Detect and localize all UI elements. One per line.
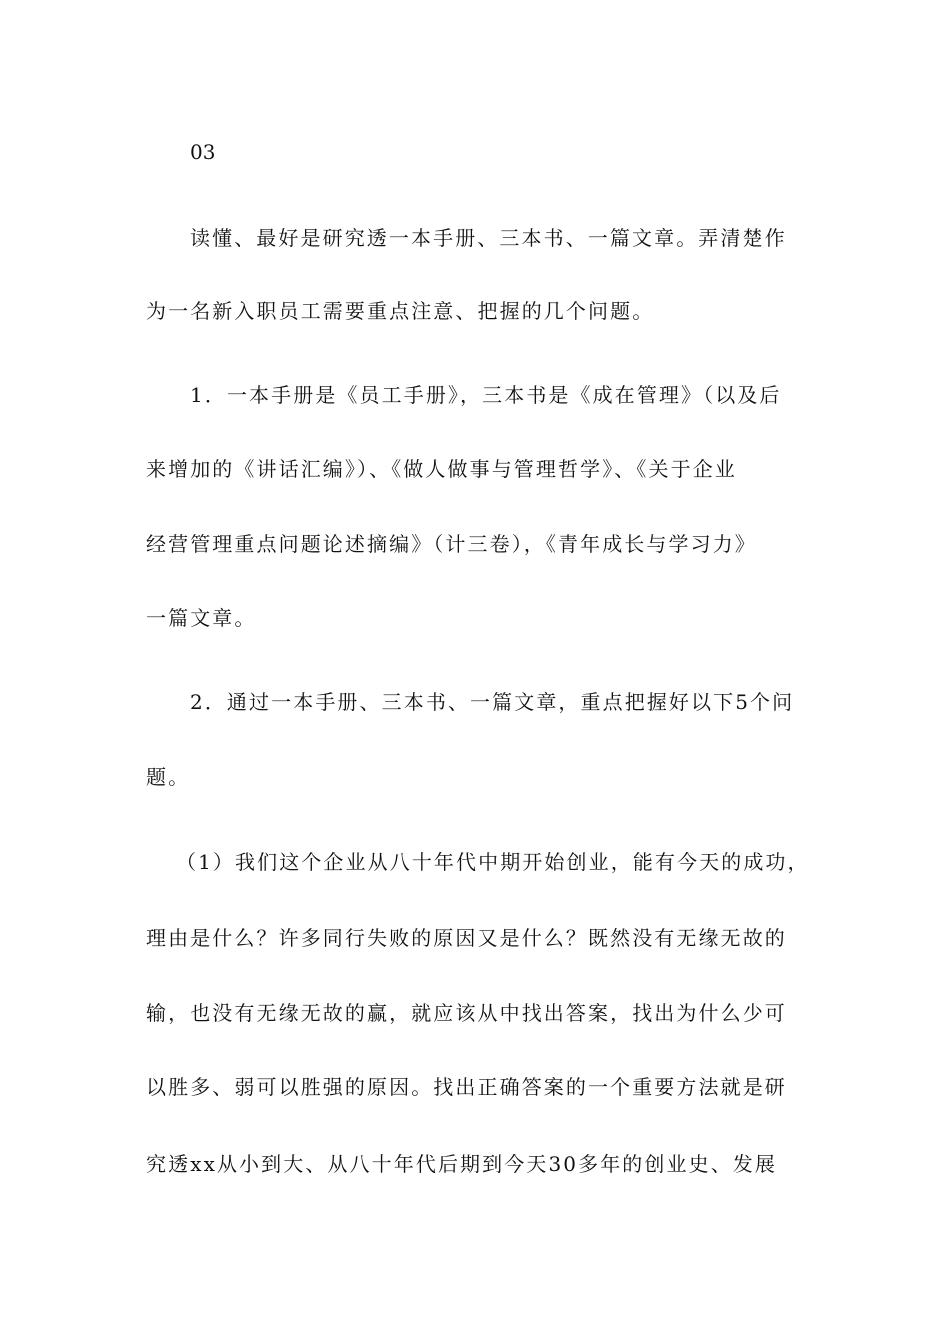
paragraph-line: 输，也没有无缘无故的赢，就应该从中找出答案，找出为什么少可 — [146, 1001, 787, 1025]
paragraph-line: 2．通过一本手册、三本书、一篇文章，重点把握好以下5个问 — [190, 690, 795, 714]
paragraph-line: 以胜多、弱可以胜强的原因。找出正确答案的一个重要方法就是研 — [146, 1075, 787, 1099]
paragraph-line: 一篇文章。 — [146, 606, 257, 630]
section-number: 03 — [190, 140, 216, 164]
paragraph-line: 理由是什么？许多同行失败的原因又是什么？既然没有无缘无故的 — [146, 926, 787, 950]
paragraph-line: 究透xx从小到大、从八十年代后期到今天30多年的创业史、发展 — [146, 1152, 778, 1176]
paragraph-line: 读懂、最好是研究透一本手册、三本书、一篇文章。弄清楚作 — [190, 226, 787, 250]
paragraph-line: 来增加的《讲话汇编》）、《做人做事与管理哲学》、《关于企业 — [146, 457, 737, 481]
paragraph-line: （1）我们这个企业从八十年代中期开始创业，能有今天的成功， — [176, 850, 810, 874]
paragraph-line: 经营管理重点问题论述摘编》（计三卷），《青年成长与学习力》 — [146, 532, 757, 556]
paragraph-line: 题。 — [146, 765, 191, 789]
paragraph-line: 1．一本手册是《员工手册》，三本书是《成在管理》（以及后 — [190, 383, 782, 407]
paragraph-line: 为一名新入职员工需要重点注意、把握的几个问题。 — [146, 299, 655, 323]
